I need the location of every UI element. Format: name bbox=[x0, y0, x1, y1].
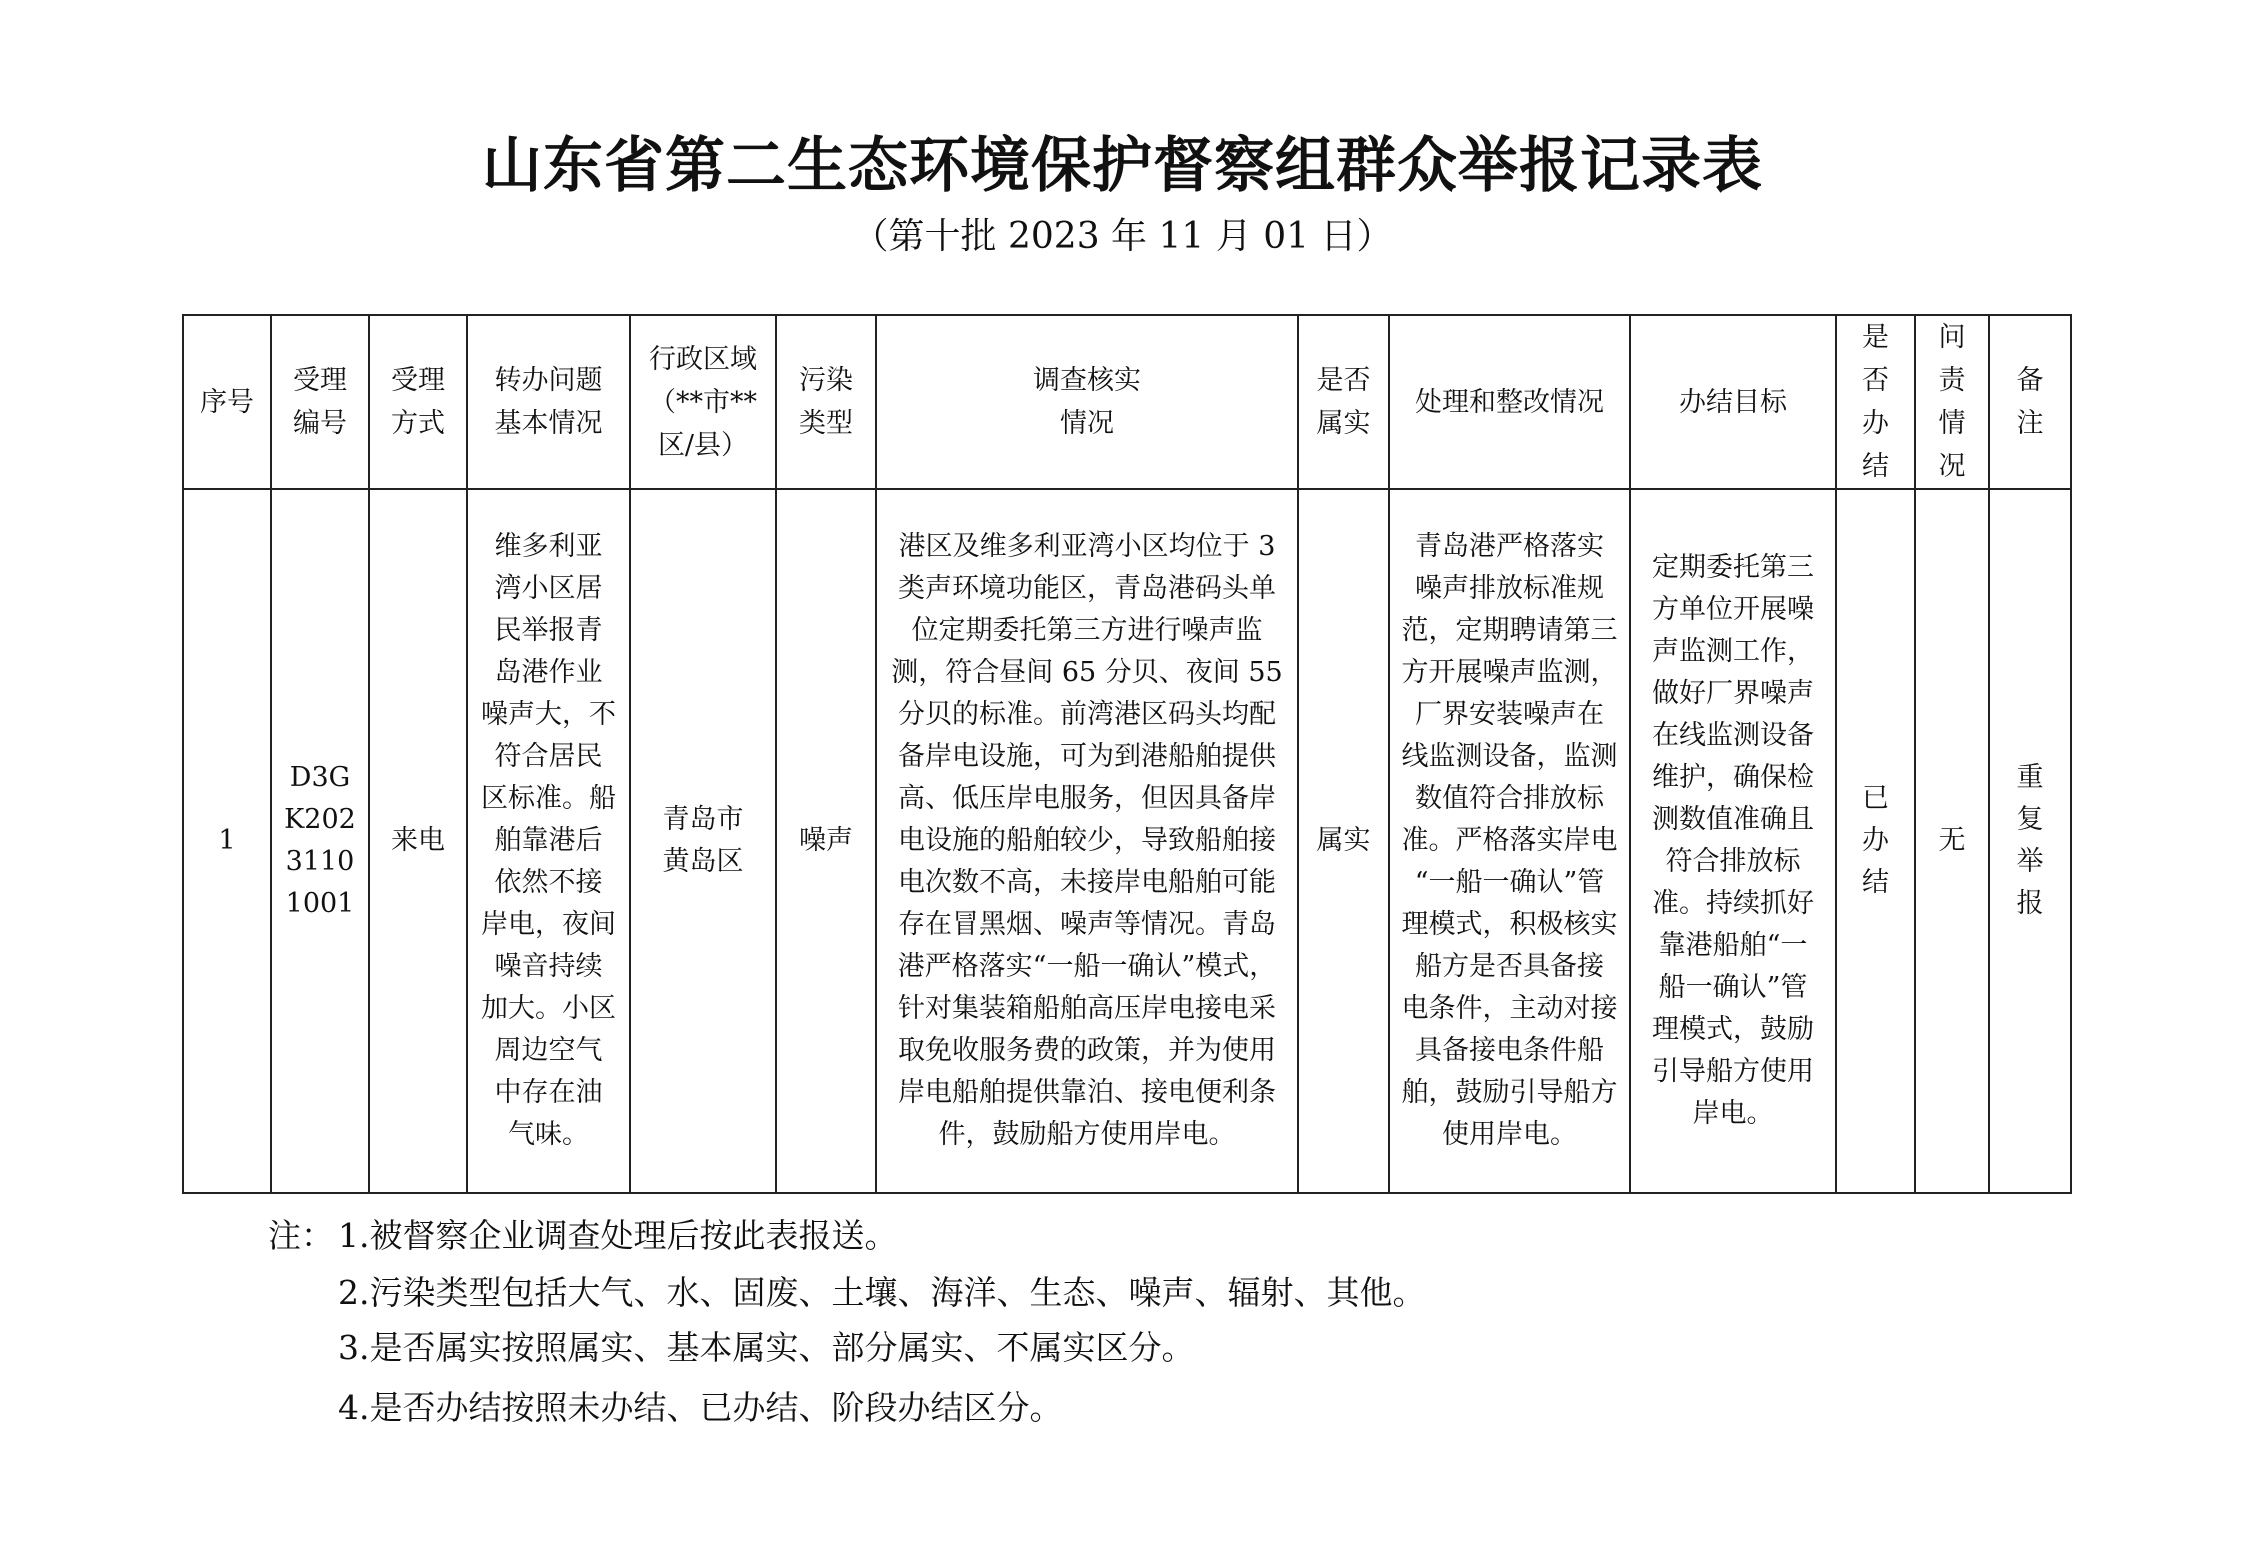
table-header-row bbox=[183, 315, 2071, 489]
cell-problem: 维多利亚 湾小区居 民举报青 岛港作业 噪声大，不 符合居民 区标准。船 舶靠港后 依然不接 岸电，夜间 噪音持续 加大。小区 周边空气 中存在油 气味。 bbox=[467, 489, 630, 1193]
cell-accountability: 无 bbox=[1915, 489, 1989, 1193]
cell-region: 青岛市 黄岛区 bbox=[630, 489, 776, 1193]
header-completed: 是否办结 bbox=[1836, 315, 1915, 489]
cell-survey: 港区及维多利亚湾小区均位于 3 类声环境功能区，青岛港码头单 位定期委托第三方进行噪声监 测，符合昼间 65 分贝、夜间 55 分贝的标准。前湾港区码头均配 备岸电设施，可为到港船舶提供 高、低压岸电服务，但因具备岸 电设施的船舶较少，导致船舶接 电次数不高，未接岸电船舶可能 存在冒黑烟、噪声等情况。青岛 港严格落实“一船一确认”模式， 针对集装箱船舶高压岸电接电采 取免收服务费的政策，并为使用 岸电船舶提供靠泊、接电便利条 件，鼓励船方使用岸电。 bbox=[876, 489, 1298, 1193]
report-record-table bbox=[182, 314, 2072, 1194]
header-handling: 处理和整改情况 bbox=[1389, 315, 1630, 489]
header-seq: 序号 bbox=[183, 315, 271, 489]
header-number: 受理 编号 bbox=[271, 315, 369, 489]
header-accountability: 问责情况 bbox=[1915, 315, 1989, 489]
notes-prefix: 注： bbox=[268, 1216, 334, 1255]
header-target: 办结目标 bbox=[1630, 315, 1836, 489]
cell-method: 来电 bbox=[369, 489, 467, 1193]
document-subtitle: （第十批 2023 年 11 月 01 日） bbox=[852, 216, 1393, 257]
header-problem: 转办问题 基本情况 bbox=[467, 315, 630, 489]
document-title: 山东省第二生态环境保护督察组群众举报记录表 bbox=[482, 131, 1763, 201]
cell-remarks: 重 复 举 报 bbox=[1989, 489, 2071, 1193]
header-method: 受理 方式 bbox=[369, 315, 467, 489]
header-survey: 调查核实 情况 bbox=[876, 315, 1298, 489]
note-item: 2.污染类型包括大气、水、固废、土壤、海洋、生态、噪声、辐射、其他。 bbox=[338, 1273, 1426, 1312]
note-item: 1.被督察企业调查处理后按此表报送。 bbox=[338, 1216, 898, 1255]
note-item: 4.是否办结按照未办结、已办结、阶段办结区分。 bbox=[338, 1388, 1063, 1427]
cell-seq: 1 bbox=[183, 489, 271, 1193]
note-item: 3.是否属实按照属实、基本属实、部分属实、不属实区分。 bbox=[338, 1328, 1195, 1367]
cell-pollution: 噪声 bbox=[776, 489, 876, 1193]
cell-handling: 青岛港严格落实 噪声排放标准规 范，定期聘请第三 方开展噪声监测， 厂界安装噪声在 线监测设备，监测 数值符合排放标 准。严格落实岸电 “一船一确认”管 理模式，积极核实 船方是否具备接 电条件，主动对接 具备接电条件船 舶，鼓励引导船方 使用岸电。 bbox=[1389, 489, 1630, 1193]
header-region: 行政区域 （**市** 区/县） bbox=[630, 315, 776, 489]
header-remarks: 备注 bbox=[1989, 315, 2071, 489]
cell-completed: 已 办 结 bbox=[1836, 489, 1915, 1193]
table-row bbox=[183, 489, 2071, 1193]
header-verified: 是否 属实 bbox=[1298, 315, 1389, 489]
cell-number: D3G K202 3110 1001 bbox=[271, 489, 369, 1193]
cell-target: 定期委托第三 方单位开展噪 声监测工作， 做好厂界噪声 在线监测设备 维护，确保检 测数值准确且 符合排放标 准。持续抓好 靠港船舶“一 船一确认”管 理模式，鼓励 引导船方使用 岸电。 bbox=[1630, 489, 1836, 1193]
header-pollution: 污染 类型 bbox=[776, 315, 876, 489]
cell-verified: 属实 bbox=[1298, 489, 1389, 1193]
